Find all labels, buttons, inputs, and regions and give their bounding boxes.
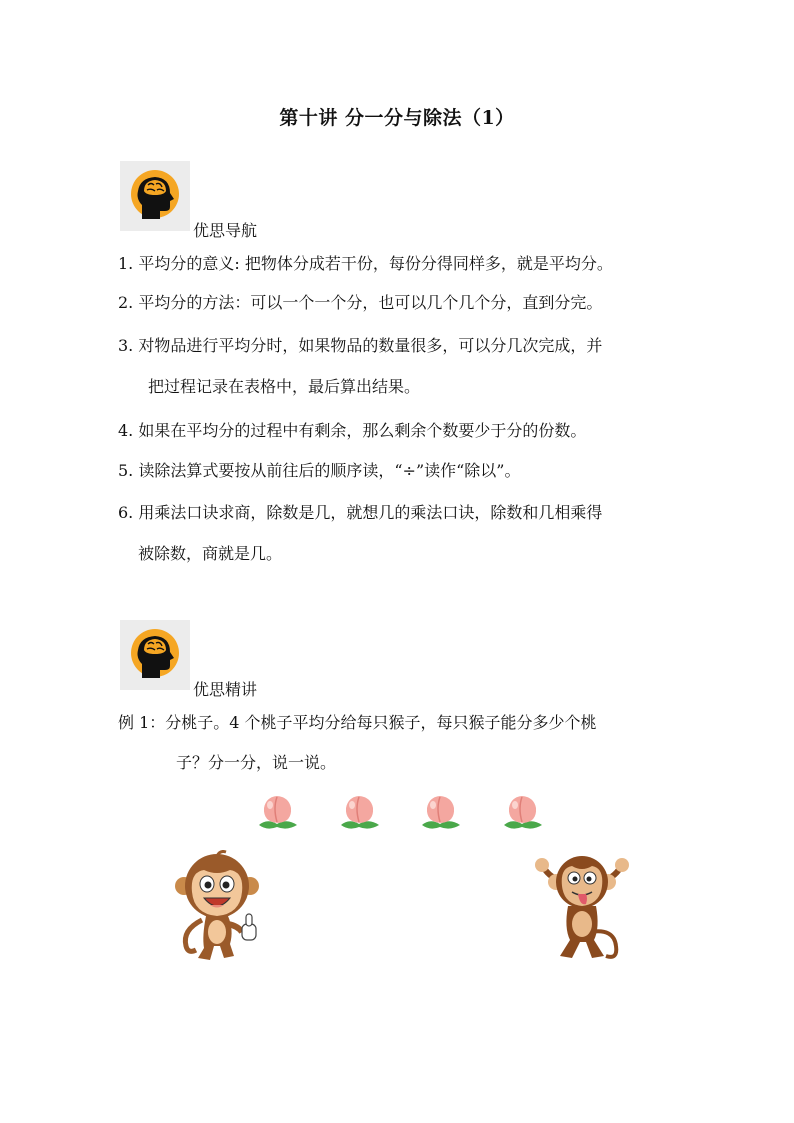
example-1: 例 1：分桃子。4 个桃子平均分给每只猴子，每只猴子能分多少个桃 bbox=[118, 713, 597, 732]
point-6-continued: 被除数，商就是几。 bbox=[138, 544, 283, 563]
point-4: 4. 如果在平均分的过程中有剩余，那么剩余个数要少于分的份数。 bbox=[118, 421, 587, 440]
point-6: 6. 用乘法口诀求商，除数是几，就想几的乘法口诀，除数和几相乘得 bbox=[118, 503, 603, 522]
point-3-continued: 把过程记录在表格中，最后算出结果。 bbox=[148, 377, 421, 396]
section-label-navigation: 优思导航 bbox=[193, 221, 258, 240]
peach-icon bbox=[337, 792, 383, 832]
point-5: 5. 读除法算式要按从前往后的顺序读，“÷”读作“除以”。 bbox=[118, 461, 521, 480]
brain-head-icon bbox=[120, 620, 190, 690]
point-2: 2. 平均分的方法：可以一个一个分，也可以几个几个分，直到分完。 bbox=[118, 293, 603, 312]
page-title: 第十讲 分一分与除法（1） bbox=[279, 107, 515, 129]
monkey-thumbs-up-icon bbox=[172, 850, 264, 964]
peach-icon bbox=[500, 792, 546, 832]
point-3: 3. 对物品进行平均分时，如果物品的数量很多，可以分几次完成，并 bbox=[118, 336, 603, 355]
peach-icon bbox=[255, 792, 301, 832]
point-1: 1. 平均分的意义: 把物体分成若干份，每份分得同样多，就是平均分。 bbox=[118, 254, 613, 273]
peach-icon bbox=[418, 792, 464, 832]
section-label-explanation: 优思精讲 bbox=[193, 680, 258, 699]
monkey-tongue-out-icon bbox=[530, 852, 634, 964]
example-1-continued: 子？分一分，说一说。 bbox=[176, 753, 337, 772]
brain-head-icon bbox=[120, 161, 190, 231]
